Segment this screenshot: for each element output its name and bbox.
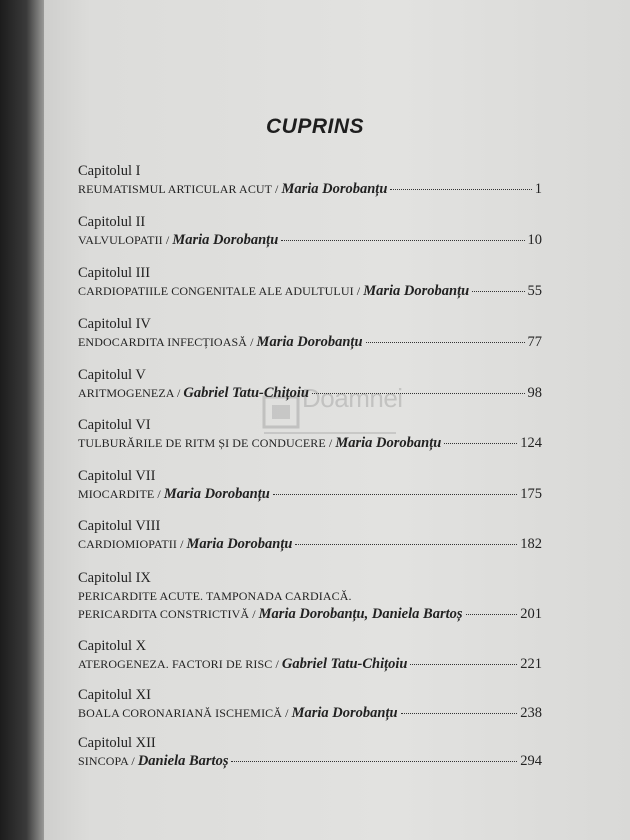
toc-entry	[78, 517, 542, 553]
toc-line	[78, 180, 542, 198]
page-number: 175	[520, 486, 542, 502]
toc-line	[78, 434, 542, 452]
toc-entry	[78, 637, 542, 673]
dot-leader	[444, 443, 517, 444]
dot-leader	[231, 761, 517, 762]
chapter-author: Daniela Bartoș	[137, 753, 229, 769]
toc-entry	[78, 686, 542, 722]
page-number: 238	[520, 705, 542, 721]
chapter-author: Maria Dorobanțu	[291, 705, 398, 721]
chapter-topic: REUMATISMUL ARTICULAR ACUT /	[78, 182, 279, 196]
toc-line	[78, 535, 542, 553]
page-number: 77	[527, 334, 542, 350]
chapter-topic: CARDIOMIOPATII /	[78, 537, 184, 551]
chapter-author: Gabriel Tatu-Chițoiu	[183, 385, 309, 401]
chapter-label: Capitolul IV	[78, 316, 151, 332]
chapter-author: Maria Dorobanțu	[256, 334, 363, 350]
toc-line	[78, 333, 542, 351]
chapter-topic: ATEROGENEZA. FACTORI DE RISC /	[78, 657, 279, 671]
chapter-topic: SINCOPA /	[78, 754, 135, 768]
page-number: 1	[534, 181, 542, 197]
dot-leader	[312, 393, 525, 394]
chapter-author: Maria Dorobanțu	[163, 486, 270, 502]
page-number: 98	[527, 385, 542, 401]
dot-leader	[273, 494, 517, 495]
toc-entry	[78, 467, 542, 503]
toc-entry	[78, 213, 542, 249]
chapter-label: Capitolul IX	[78, 570, 151, 586]
chapter-topic: TULBURĂRILE DE RITM ȘI DE CONDUCERE /	[78, 436, 333, 450]
toc-entry	[78, 734, 542, 770]
dot-leader	[295, 544, 517, 545]
page-number: 10	[527, 232, 542, 248]
chapter-label: Capitolul VII	[78, 468, 156, 484]
dot-leader	[390, 189, 531, 190]
chapter-label: Capitolul III	[78, 265, 151, 281]
chapter-author: Maria Dorobanțu	[281, 181, 388, 197]
chapter-topic: VALVULOPATII /	[78, 233, 170, 247]
page-number: 294	[520, 753, 542, 769]
chapter-label: Capitolul XII	[78, 735, 156, 751]
chapter-topic: BOALA CORONARIANĂ ISCHEMICĂ /	[78, 706, 289, 720]
dot-leader	[466, 614, 518, 615]
watermark-text: Doamnei	[302, 383, 403, 413]
page-number: 182	[520, 536, 542, 552]
chapter-author: Maria Dorobanțu	[172, 232, 279, 248]
toc-line	[78, 587, 542, 605]
toc-line	[78, 752, 542, 770]
chapter-topic: PERICARDITA CONSTRICTIVĂ /	[78, 607, 256, 621]
chapter-label: Capitolul II	[78, 214, 146, 230]
page-number: 201	[520, 606, 542, 622]
toc-entry	[78, 264, 542, 300]
page-title: CUPRINS	[265, 115, 364, 138]
page-number: 221	[520, 656, 542, 672]
toc-line	[78, 655, 542, 673]
toc-line	[78, 282, 542, 300]
chapter-author: Maria Dorobanțu, Daniela Bartoș	[258, 606, 463, 622]
chapter-topic: ENDOCARDITA INFECȚIOASĂ /	[78, 335, 254, 349]
toc-entry	[78, 569, 542, 623]
chapter-label: Capitolul VI	[78, 417, 151, 433]
chapter-label: Capitolul X	[78, 638, 147, 654]
chapter-label: Capitolul VIII	[78, 518, 161, 534]
chapter-author: Maria Dorobanțu	[335, 435, 442, 451]
chapter-label: Capitolul I	[78, 163, 141, 179]
page-number: 55	[527, 283, 542, 299]
toc-entry	[78, 315, 542, 351]
toc-line	[78, 384, 542, 402]
dot-leader	[366, 342, 525, 343]
dot-leader	[410, 664, 517, 665]
toc-line	[78, 605, 542, 623]
toc-line	[78, 231, 542, 249]
dot-leader	[401, 713, 518, 714]
dot-leader	[472, 291, 524, 292]
chapter-label: Capitolul V	[78, 367, 146, 383]
chapter-topic: MIOCARDITE /	[78, 487, 161, 501]
toc-line	[78, 704, 542, 722]
toc-entry	[78, 162, 542, 198]
page-number: 124	[520, 435, 542, 451]
chapter-topic: CARDIOPATIILE CONGENITALE ALE ADULTULUI /	[78, 284, 361, 298]
toc-entry	[78, 366, 542, 402]
dot-leader	[281, 240, 524, 241]
chapter-topic: ARITMOGENEZA /	[78, 386, 181, 400]
chapter-author: Gabriel Tatu-Chițoiu	[281, 656, 408, 672]
toc-entry	[78, 416, 542, 452]
chapter-topic-line1: PERICARDITE ACUTE. TAMPONADA CARDIACĂ.	[78, 589, 352, 603]
chapter-label: Capitolul XI	[78, 687, 151, 703]
chapter-author: Maria Dorobanțu	[186, 536, 293, 552]
toc-line	[78, 485, 542, 503]
chapter-author: Maria Dorobanțu	[363, 283, 470, 299]
